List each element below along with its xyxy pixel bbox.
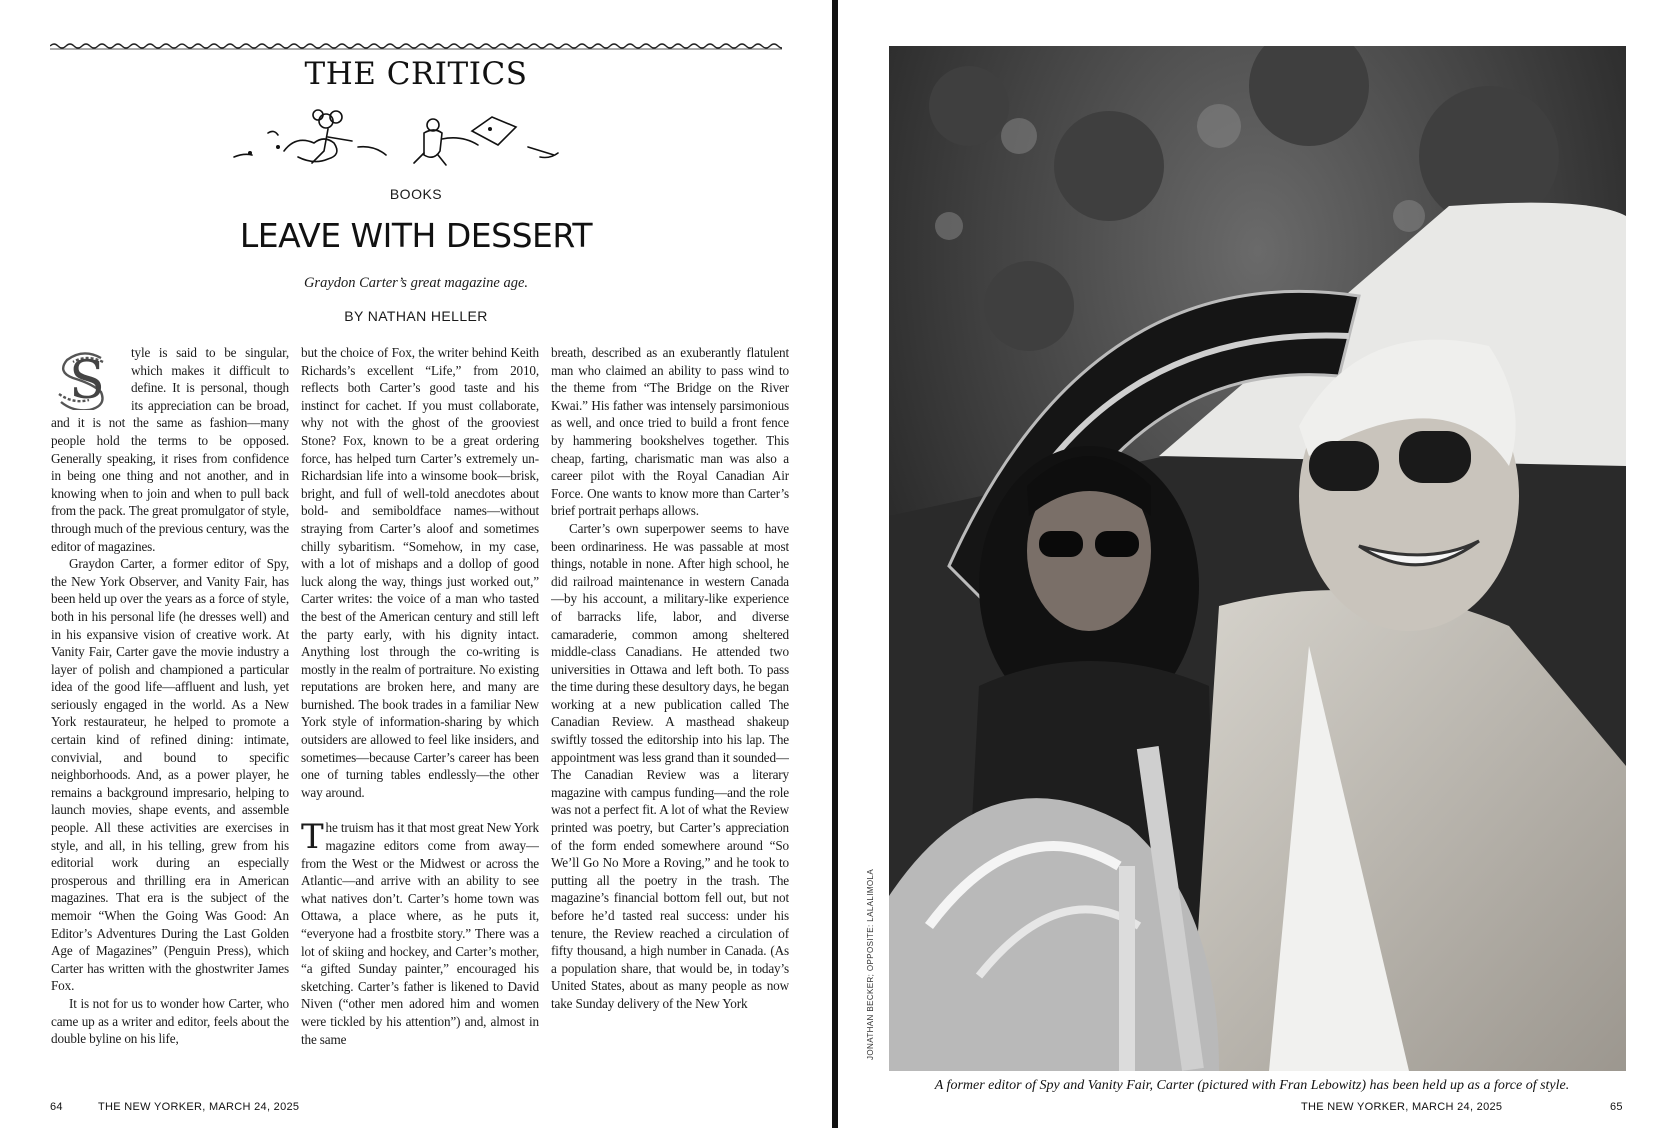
photo-caption: A former editor of Spy and Vanity Fair, Carter (pictured with Fran Lebowitz) has been held up as a force of style. (934, 1078, 1570, 1093)
drop-cap-ornament (51, 348, 123, 410)
folio-publication: THE NEW YORKER, MARCH 24, 2025 (1301, 1101, 1503, 1113)
drop-cap (51, 348, 123, 410)
paragraph: breath, described as an exuberantly flatulent man who claimed an ability to pass wind to the theme from “The Bridge on the River Kwai.” His father was intensely parsimonious as well, and once tried to build a front fence by hammering bookshelves together. This cheap, farting, charismatic man was also a career pilot with the Royal Canadian Air Force. One wants to know more than Carter’s brief portrait perhaps allows. (551, 345, 789, 519)
dek: Graydon Carter’s great magazine age. (303, 275, 529, 291)
paragraph (301, 819, 539, 1048)
right-page (838, 0, 1666, 1128)
paragraph-text: tyle is said to be singular, which makes it difficult to define. It is personal, though its appreciation can be broad, and it is not the same as fashion—many people hold the terms to be opposed. Generally speaking, it rises from confidence in being one thing and not another, and in knowing when to join and when to pull back from the pack. The great promulgator of style, through much of the previous century, was the editor of magazines. (51, 345, 289, 554)
headline: LEAVE WITH DESSERT (239, 216, 593, 255)
critics-figures-illustration-icon (228, 107, 602, 169)
photo-credit: JONATHAN BECKER; OPPOSITE: LALALIMOLA (866, 868, 875, 1060)
paragraph: but the choice of Fox, the writer behind Keith Richards’s excellent “Life,” from 2010, reflects both Carter’s good taste and his instinct for cachet. If you must collaborate, why not with the ghost of the grooviest Stone? Fox, known to be a great ordering force, has helped turn Carter’s extremely un-Richardsian life into a winsome book—brisk, bright, and full of well-told anecdotes about bold- and semiboldface names—without straying from Carter’s aloof and sometimes chilly sybaritism. “Somehow, in my case, with a lot of mishaps and a dollop of good luck along the way, things just worked out,” Carter writes: the voice of a man who tasted the best of the American century and still left the party early, with his dignity intact. Anything lost through the co-writing is mostly in the realm of portraiture. No existing reputations are broken here, and many are burnished. The book trades in a familiar New York style of information-sharing by which outsiders are allowed to feel like insiders, and sometimes—because Carter’s career has been one of turning tables endlessly—the other way around. (301, 345, 539, 800)
folio-page-number: 64 (50, 1101, 63, 1113)
car-portrait-photo (889, 46, 1626, 1071)
folio-publication: THE NEW YORKER, MARCH 24, 2025 (98, 1101, 300, 1113)
paragraph (51, 344, 289, 555)
raised-initial: T (301, 817, 324, 858)
decorative-wavy-rule (50, 41, 782, 51)
paragraph-text: he truism has it that most great New York magazine editors come from away—from the West or the Midwest or across the Atlantic—and arrive with an ability to see what natives don’t. Carter’s home town was Ottawa, a place where, as he puts it, “everyone had a frostbite story.” There was a lot of skiing and hockey, and Carter’s mother, “a gifted Sunday painter,” encouraged his sketching. Carter’s father is likened to David Niven (“other men adored him and women were tickled by his attention”) and, almost in the same (301, 820, 539, 1047)
svg-text:S: S (69, 351, 105, 410)
paragraph: It is not for us to wonder how Carter, who came up as a writer and editor, feels about the double byline on his life, (51, 995, 289, 1047)
left-page (0, 0, 832, 1128)
byline: BY NATHAN HELLER (344, 308, 488, 324)
folio-page-number: 65 (1610, 1101, 1623, 1113)
paragraph: Graydon Carter, a former editor of Spy, the New York Observer, and Vanity Fair, has been held up over the years as a force of style, both in his personal life (he dresses well) and in his expansive vision of creative work. At Vanity Fair, Carter gave the movie industry a layer of polish and championed a particular idea of the good life—affluent and lush, yet seriously engaged in the world. As a New York restaurateur, he helped to promote a certain kind of refined dining: intimate, convivial, and bound to specific neighborhoods. And, as a power player, he remains a background impresario, helping to launch movies, shape events, and assemble people. All these activities are exercises in style, and all, in his telling, grew from his editorial work during an especially prosperous and thrilling era in American magazines. That era is the subject of the memoir “When the Going Was Good: An Editor’s Adventures During the Last Golden Age of Magazines” (Penguin Press), which Carter has written with the ghostwriter James Fox. (51, 556, 289, 994)
article-column-2 (301, 344, 539, 1086)
photo-illustration (889, 46, 1626, 1071)
paragraph: Carter’s own superpower seems to have been ordinariness. He was passable at most things, notable in none. After high school, he did railroad maintenance in western Canada—by his account, a military-like experience of barracks life, labor, and diverse camaraderie, common among sheltered middle-class Canadians. He attended two universities in Ottawa and left both. To pass the time during these desultory days, he began working at a new publication called The Canadian Review. A masthead shakeup swiftly tossed the editorship into his lap. The appointment was less grand than it sounded—The Canadian Review was a literary magazine with campus funding—and the role was not a perfect fit. A lot of what the Review printed was poetry, but Carter’s appreciation of the form ended somewhere around “So We’ll Go No More a Roving,” and he took to putting all the poetry in the trash. The magazine’s financial bottom fell out, but not before he’d tasted real success: under his tenure, the Review reached a circulation of fifty thousand, a high number in Canada. (As a population share, that would be, in today’s United States, about as many people as now take Sunday delivery of the New York (551, 520, 789, 1011)
article-column-1 (51, 344, 289, 1086)
rubric: BOOKS (389, 186, 443, 202)
article-column-3 (551, 344, 789, 1086)
section-title: THE CRITICS (304, 56, 528, 92)
